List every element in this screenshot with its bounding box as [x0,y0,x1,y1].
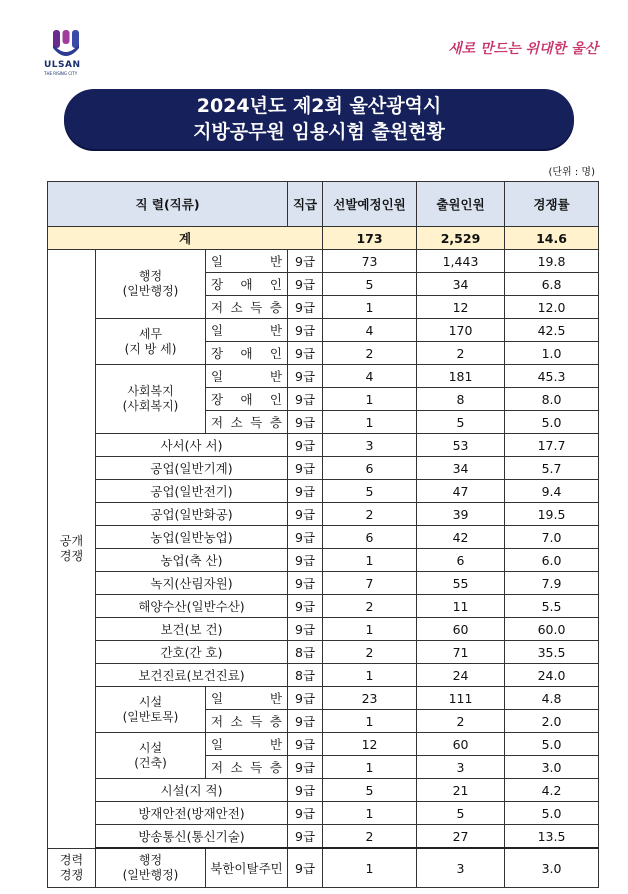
row-applicants: 53 [417,434,505,457]
row-applicants: 55 [417,572,505,595]
table-row [48,595,599,618]
row-job-name: 농업(축 산) [96,549,288,572]
row-job-name: 저 소 득 층 [206,710,288,733]
row-planned: 1 [323,756,417,779]
row-planned: 1 [323,664,417,687]
row-applicants: 34 [417,273,505,296]
row-grade: 9급 [288,434,323,457]
row-ratio: 42.5 [505,319,599,342]
row-job-name: 일 반 [206,733,288,756]
row-applicants: 39 [417,503,505,526]
row-planned: 1 [323,388,417,411]
group-open-competition: 공개 경쟁 [48,250,96,849]
row-ratio: 19.8 [505,250,599,273]
row-ratio: 5.0 [505,733,599,756]
row-grade: 9급 [288,480,323,503]
row-ratio: 19.5 [505,503,599,526]
row-ratio: 7.0 [505,526,599,549]
row-job-name: 북한이탈주민 [206,848,288,888]
row-job-name: 보건(보 건) [96,618,288,641]
category-siseol1: 시설 (일반토목) [96,687,206,733]
table-row [48,549,599,572]
row-applicants: 24 [417,664,505,687]
total-label: 계 [48,227,323,250]
row-grade: 9급 [288,756,323,779]
category-career_hj: 행정 (일반행정) [96,848,206,888]
logo-subtitle: THE RISING CITY [44,71,78,76]
ulsan-emblem-icon [52,30,80,56]
row-applicants: 5 [417,802,505,825]
row-job-name: 저 소 득 층 [206,296,288,319]
row-ratio: 4.2 [505,779,599,802]
row-planned: 2 [323,503,417,526]
unit-note: (단위 : 명) [548,167,595,178]
row-planned: 23 [323,687,417,710]
row-applicants: 181 [417,365,505,388]
row-job-name: 농업(일반농업) [96,526,288,549]
category-semu: 세무 (지 방 세) [96,319,206,365]
row-applicants: 34 [417,457,505,480]
row-grade: 9급 [288,457,323,480]
logo-name: ULSAN [44,60,81,70]
row-ratio: 13.5 [505,825,599,849]
category-haengjeong: 행정 (일반행정) [96,250,206,319]
total-planned: 173 [323,227,417,250]
row-grade: 9급 [288,503,323,526]
row-job-name: 장 애 인 [206,342,288,365]
row-job-name: 방송통신(통신기술) [96,825,288,849]
row-applicants: 2 [417,342,505,365]
row-ratio: 1.0 [505,342,599,365]
row-ratio: 5.0 [505,411,599,434]
row-planned: 6 [323,457,417,480]
row-ratio: 6.8 [505,273,599,296]
header-planned: 선발예정인원 [323,182,417,227]
row-grade: 8급 [288,641,323,664]
row-planned: 4 [323,319,417,342]
row-job-name: 일 반 [206,250,288,273]
row-planned: 1 [323,618,417,641]
row-grade: 9급 [288,825,323,849]
row-ratio: 5.5 [505,595,599,618]
total-applicants: 2,529 [417,227,505,250]
row-applicants: 2 [417,710,505,733]
row-job-name: 저 소 득 층 [206,411,288,434]
table-row [48,687,599,710]
row-grade: 9급 [288,549,323,572]
row-ratio: 12.0 [505,296,599,319]
row-ratio: 3.0 [505,848,599,888]
row-job-name: 공업(일반화공) [96,503,288,526]
total-row [48,227,599,250]
title-line-1: 2024년도 제2회 울산광역시 [196,95,442,117]
row-planned: 3 [323,434,417,457]
row-grade: 9급 [288,572,323,595]
table-row [48,733,599,756]
table-row [48,526,599,549]
row-job-name: 저 소 득 층 [206,756,288,779]
row-grade: 9급 [288,779,323,802]
row-grade: 9급 [288,618,323,641]
header-ratio: 경쟁률 [505,182,599,227]
row-applicants: 47 [417,480,505,503]
row-planned: 2 [323,595,417,618]
row-applicants: 12 [417,296,505,319]
table-row [48,503,599,526]
table-row [48,365,599,388]
row-job-name: 일 반 [206,687,288,710]
row-job-name: 장 애 인 [206,273,288,296]
row-planned: 73 [323,250,417,273]
row-applicants: 6 [417,549,505,572]
row-planned: 5 [323,273,417,296]
row-grade: 9급 [288,273,323,296]
row-ratio: 5.7 [505,457,599,480]
row-job-name: 시설(지 적) [96,779,288,802]
table-row [48,618,599,641]
row-ratio: 5.0 [505,802,599,825]
row-applicants: 3 [417,756,505,779]
row-grade: 9급 [288,526,323,549]
row-job-name: 공업(일반기계) [96,457,288,480]
row-job-name: 간호(간 호) [96,641,288,664]
table-row [48,572,599,595]
row-ratio: 60.0 [505,618,599,641]
row-job-name: 방재안전(방재안전) [96,802,288,825]
row-grade: 9급 [288,687,323,710]
row-planned: 4 [323,365,417,388]
row-grade: 9급 [288,710,323,733]
row-ratio: 24.0 [505,664,599,687]
row-grade: 9급 [288,250,323,273]
row-grade: 9급 [288,848,323,888]
row-planned: 1 [323,848,417,888]
row-ratio: 45.3 [505,365,599,388]
row-grade: 9급 [288,802,323,825]
row-job-name: 장 애 인 [206,388,288,411]
row-planned: 5 [323,779,417,802]
row-planned: 12 [323,733,417,756]
row-job-name: 녹지(산림자원) [96,572,288,595]
row-planned: 2 [323,825,417,849]
row-applicants: 1,443 [417,250,505,273]
row-grade: 9급 [288,342,323,365]
total-ratio: 14.6 [505,227,599,250]
row-job-name: 사서(사 서) [96,434,288,457]
table-row [48,802,599,825]
table-row [48,250,599,273]
row-applicants: 27 [417,825,505,849]
table-row [48,848,599,888]
row-applicants: 8 [417,388,505,411]
header-applicants: 출원인원 [417,182,505,227]
row-job-name: 해양수산(일반수산) [96,595,288,618]
applicant-table [47,181,599,888]
table-row [48,457,599,480]
row-grade: 9급 [288,296,323,319]
slogan: 새로 만드는 위대한 울산 [448,41,598,57]
row-grade: 9급 [288,411,323,434]
row-ratio: 8.0 [505,388,599,411]
row-applicants: 42 [417,526,505,549]
row-job-name: 공업(일반전기) [96,480,288,503]
title-banner [64,89,574,149]
row-planned: 6 [323,526,417,549]
table-row [48,480,599,503]
row-planned: 1 [323,549,417,572]
row-applicants: 5 [417,411,505,434]
row-planned: 2 [323,342,417,365]
row-ratio: 3.0 [505,756,599,779]
row-grade: 9급 [288,595,323,618]
title-line-2: 지방공무원 임용시험 출원현황 [193,121,445,143]
row-ratio: 35.5 [505,641,599,664]
row-planned: 1 [323,710,417,733]
row-planned: 1 [323,296,417,319]
row-job-name: 일 반 [206,365,288,388]
row-applicants: 21 [417,779,505,802]
table-row [48,779,599,802]
row-applicants: 71 [417,641,505,664]
row-applicants: 170 [417,319,505,342]
row-planned: 5 [323,480,417,503]
ulsan-logo [44,30,104,80]
row-applicants: 11 [417,595,505,618]
row-ratio: 17.7 [505,434,599,457]
row-grade: 9급 [288,365,323,388]
row-job-name: 일 반 [206,319,288,342]
row-planned: 1 [323,802,417,825]
row-ratio: 2.0 [505,710,599,733]
table-row [48,825,599,849]
table-row [48,641,599,664]
row-ratio: 7.9 [505,572,599,595]
row-applicants: 60 [417,733,505,756]
table-row [48,664,599,687]
table-row [48,319,599,342]
header-job: 직 렬(직류) [48,182,288,227]
row-ratio: 9.4 [505,480,599,503]
row-applicants: 3 [417,848,505,888]
row-planned: 1 [323,411,417,434]
row-grade: 9급 [288,388,323,411]
category-siseol2: 시설 (건축) [96,733,206,779]
row-ratio: 4.8 [505,687,599,710]
row-job-name: 보건진료(보건진료) [96,664,288,687]
category-sahoe: 사회복지 (사회복지) [96,365,206,434]
row-grade: 9급 [288,733,323,756]
row-grade: 9급 [288,319,323,342]
row-grade: 8급 [288,664,323,687]
table-row [48,434,599,457]
header-grade: 직급 [288,182,323,227]
row-applicants: 60 [417,618,505,641]
row-planned: 7 [323,572,417,595]
row-ratio: 6.0 [505,549,599,572]
row-planned: 2 [323,641,417,664]
row-applicants: 111 [417,687,505,710]
group-career-competition: 경력 경쟁 [48,848,96,888]
